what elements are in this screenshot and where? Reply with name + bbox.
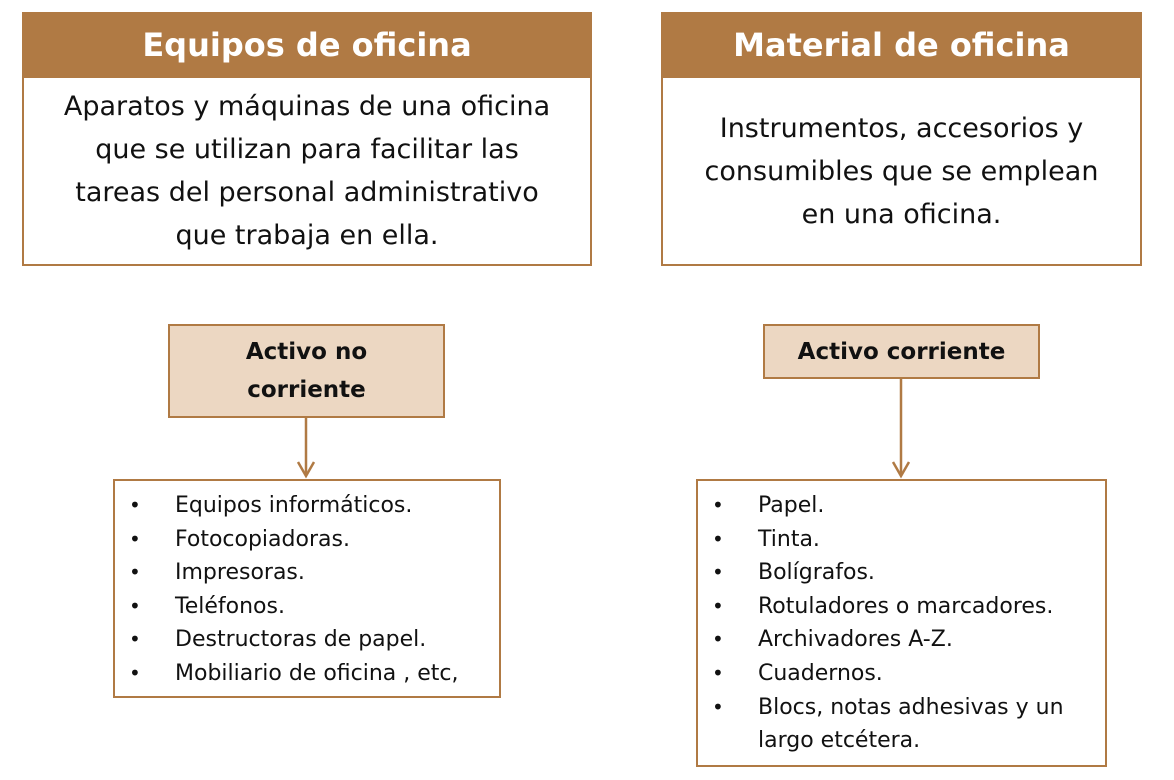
bullet-icon: • (712, 493, 724, 517)
activo-no-corriente-line: corriente (247, 377, 366, 403)
list-item-text: Cuadernos. (758, 660, 883, 686)
list-item-text: Rotuladores o marcadores. (758, 593, 1054, 619)
equipos-definition-line: Aparatos y máquinas de una oficina (63, 91, 551, 122)
list-item-text: Papel. (758, 493, 825, 518)
bullet-icon: • (712, 593, 724, 618)
activo-corriente-label: Activo corriente (797, 338, 1006, 365)
list-item-text: Bolígrafos. (758, 560, 875, 586)
material-title: Material de oficina (733, 26, 1070, 64)
bullet-icon: • (712, 526, 724, 551)
material-definition-line: en una oficina. (801, 198, 1002, 230)
material-definition-line: consumibles que se emplean (704, 155, 1099, 187)
equipos-definition-line: que trabaja en ella. (175, 220, 439, 251)
bullet-icon: • (712, 560, 724, 585)
list-item-continuation: largo etcétera. (758, 728, 921, 754)
list-item-text: Impresoras. (175, 560, 305, 586)
bullet-icon: • (129, 660, 141, 685)
bullet-icon: • (129, 593, 141, 618)
bullet-icon: • (129, 627, 141, 652)
equipos-definition-line: que se utilizan para facilitar las (95, 134, 519, 165)
list-item-text: Archivadores A-Z. (758, 627, 953, 653)
bullet-icon: • (712, 627, 724, 652)
list-item-text: Mobiliario de oficina , etc, (175, 660, 459, 686)
bullet-icon: • (129, 560, 141, 585)
list-item-text: Blocs, notas adhesivas y un (758, 694, 1064, 720)
equipos-definition-line: tareas del personal administrativo (75, 177, 539, 208)
material-definition-line: Instrumentos, accesorios y (719, 112, 1084, 144)
list-item-text: Destructoras de papel. (175, 627, 427, 653)
equipos-title: Equipos de oficina (142, 26, 472, 64)
list-item-text: Fotocopiadoras. (175, 526, 350, 552)
activo-no-corriente-line: Activo no (245, 339, 368, 365)
bullet-icon: • (712, 694, 724, 719)
list-item-text: Equipos informáticos. (175, 493, 413, 518)
list-item-text: Tinta. (758, 526, 820, 552)
list-item-text: Teléfonos. (175, 593, 285, 619)
bullet-icon: • (129, 526, 141, 551)
bullet-icon: • (129, 493, 141, 517)
bullet-icon: • (712, 660, 724, 685)
